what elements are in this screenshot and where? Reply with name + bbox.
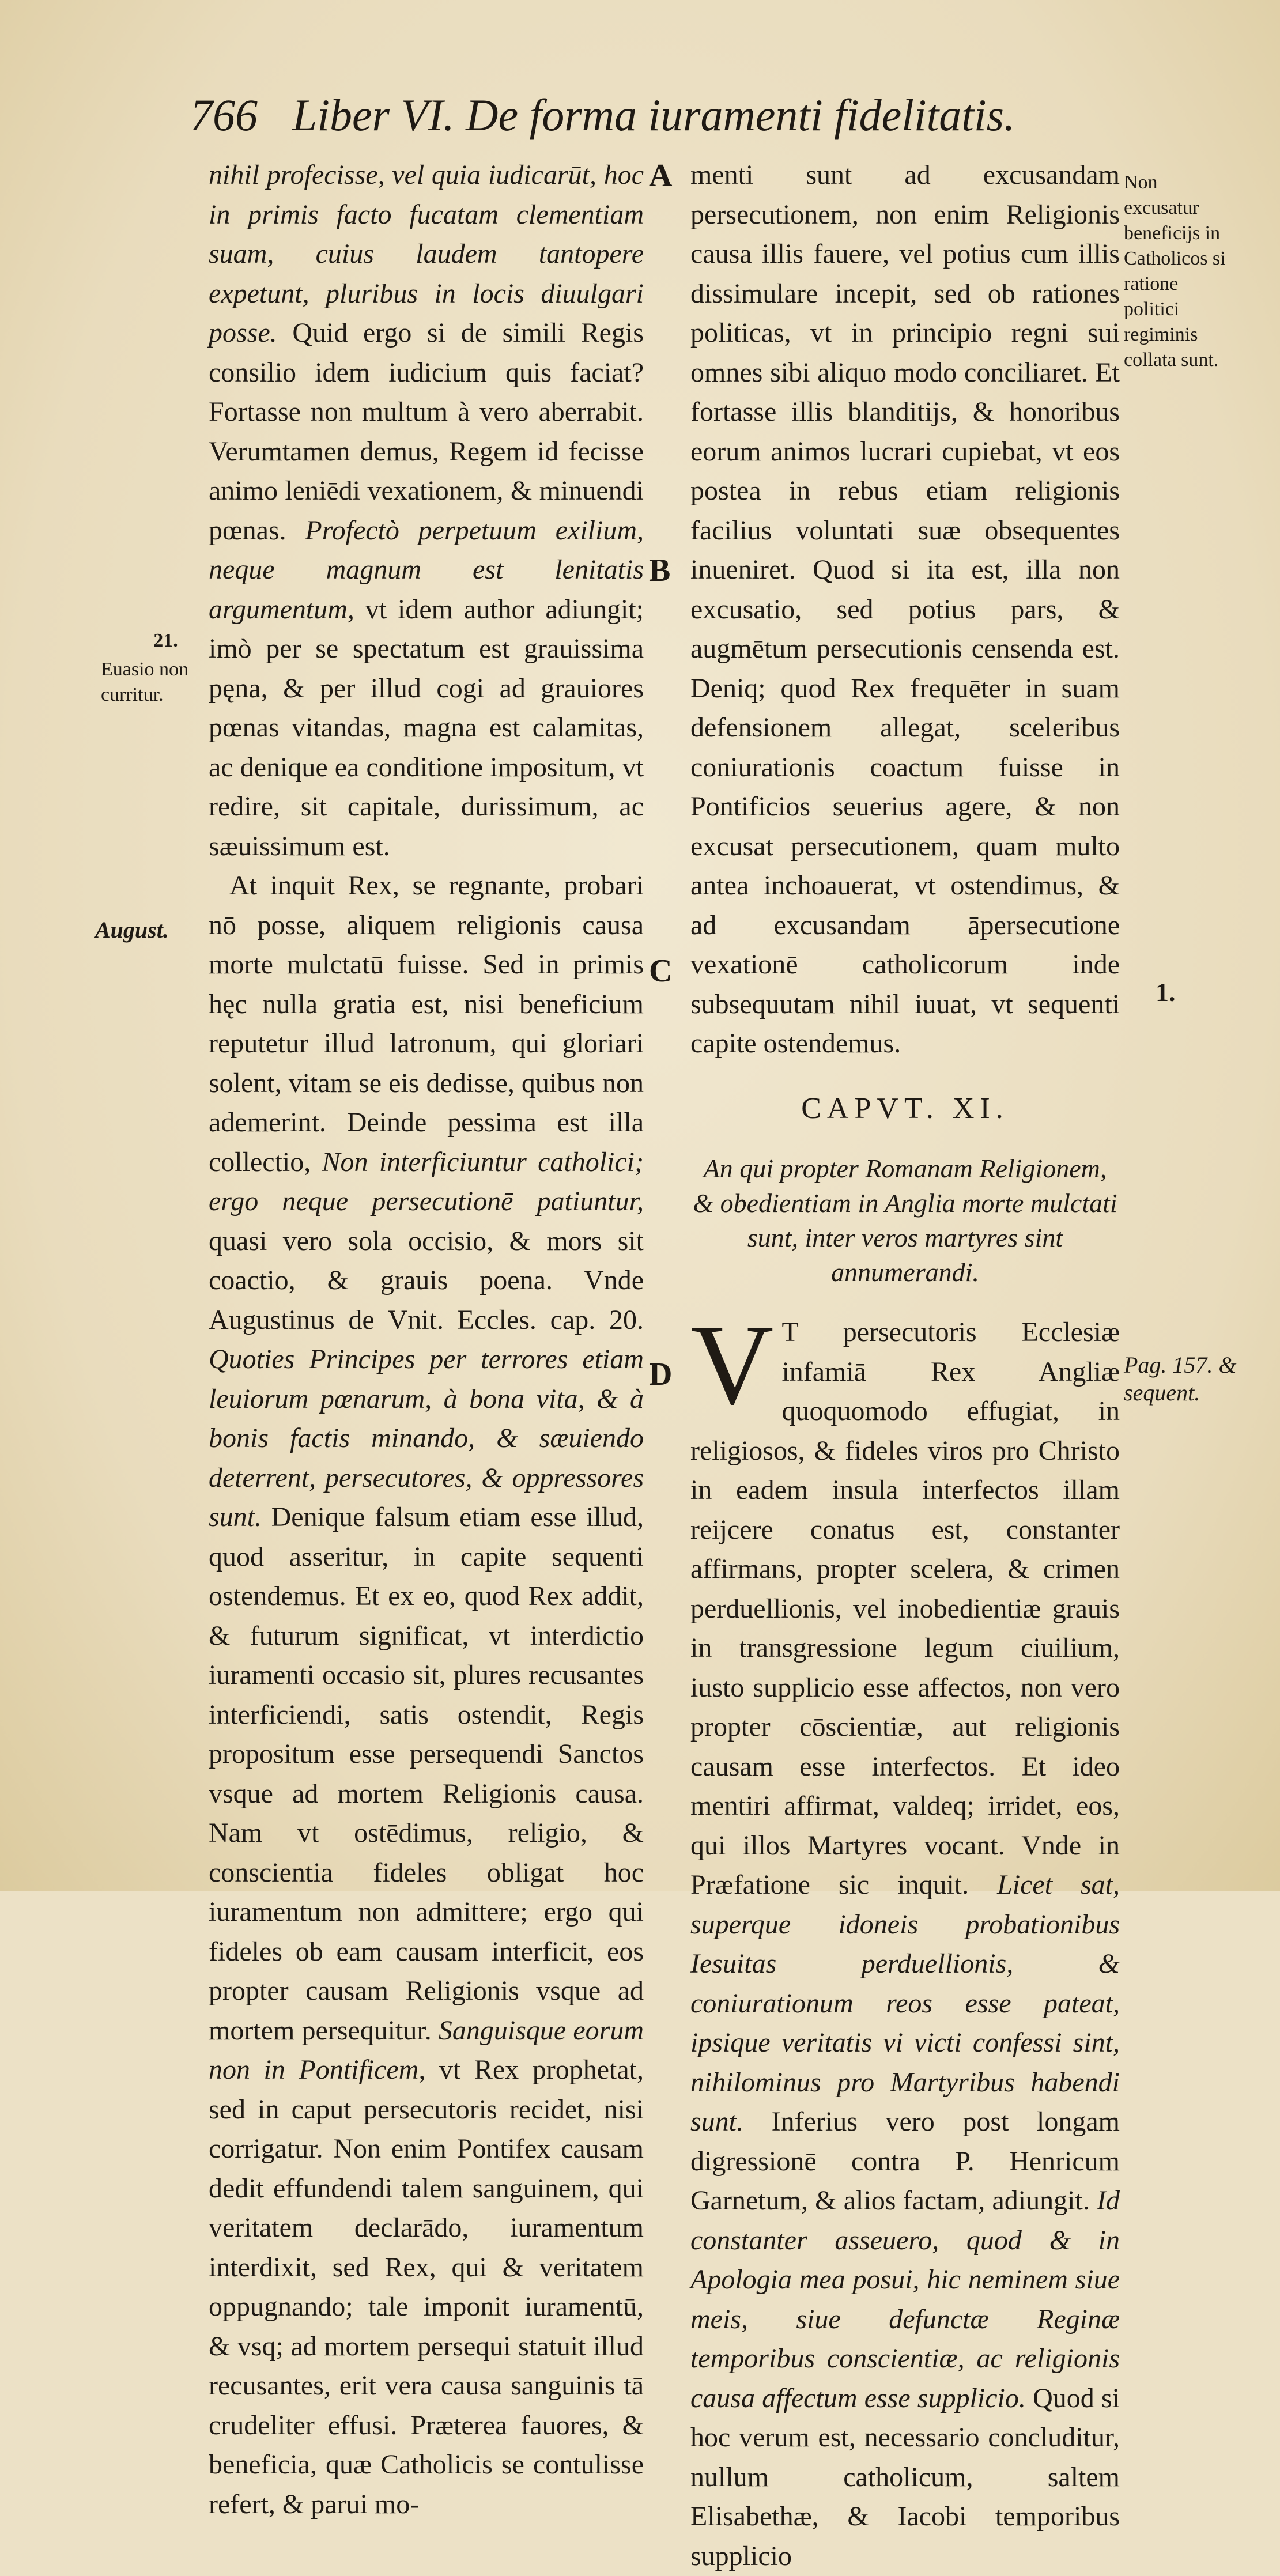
italic-quote: Licet sat, superque idoneis probationibus Iesuitas perduellionis, & coniurationum reos esse pateat, ipsique veritatis vi victi confessi sint, nihilominus pro Martyribus habendi sunt. (690, 1869, 1120, 2137)
running-title: Liber VI. De forma iuramenti fidelitatis. (292, 90, 1015, 140)
body-text: T persecutoris Ecclesiæ infamiā Rex Angliæ quoquomodo effugiat, in religiosos, & fideles viros pro Christo in eadem insula interfectos illam reijcere conatus est, constanter affirmans, propter scelera, & crimen perduellionis, vel inobedientiæ grauis in transgressione legum ciuilium, iusto supplicio esse affectos, non vero propter cōscientiæ, aut religionis causam esse interfectos. Et ideo mentiri affirmat, valdeq; irridet, eos, qui illos Martyres vocant. Vnde in Præfatione sic inquit. (690, 1317, 1120, 1900)
body-text: At inquit Rex, se regnante, probari nō posse, aliquem religionis causa morte mulctatū fuisse. Sed in primis hęc nulla gratia est, nisi beneficium reputetur illud latronum, qui gloriari solent, vitam se eis dedisse, quibus non ademerint. Deinde pessima est illa collectio, (209, 870, 644, 1177)
margin-number-1: 1. (1156, 977, 1176, 1007)
section-marker-b: B (649, 553, 671, 588)
italic-quote: Sanguisque eorum non in Pontificem, (209, 2015, 644, 2085)
margin-section-number: 21. (153, 630, 178, 651)
margin-note-evasion: Euasio non curritur. (101, 659, 189, 705)
italic-quote: Profectò perpetuum exilium, neque magnum est lenitatis argumentum, (209, 515, 644, 625)
section-marker-c: C (649, 953, 673, 989)
body-text: Denique falsum etiam esse illud, quod asseritur, in capite sequenti ostendemus. Et ex eo, quod Rex addit, & futurum significat, vt interdictio iuramenti occasio sit, plures recusantes interficiendi, satis ostendit, Regis propositum esse persequendi Sanctos vsque ad mortem Religionis causa. Nam vt ostēdimus, religio, & conscientia fideles obligat hoc iuramentum non admittere; ergo qui fideles ob eam causam interficit, eos propter causam Religionis vsque ad mortem persequitur. (209, 1502, 644, 2046)
right-paragraph-1: menti sunt ad excusandam persecutionem, non enim Religionis causa illis fauere, vel potius cum illis dissimulare incepit, sed ob rationes politicas, vt in principio regni sui omnes sibi aliquo modo conciliaret. Et fortasse illis blanditijs, & honoribus eorum animos lucrari cupiebat, vt eos postea in rebus etiam religionis facilius voluntati suæ obsequentes inueniret. Quod si ita est, illa non excusatio, sed potius pars, & augmētum persecutionis censenda est. Deniq; quod Rex frequēter in suam defensionem allegat, sceleribus coniurationis coactum fuisse in Pontificios seuerius agere, & non excusat persecutionem, quam multo antea inchoauerat, vt ostendimus, & ad excusandam āpersecutione vexationē catholicorum inde subsequutam nihil iuuat, vt sequenti capite ostendemus. (690, 160, 1120, 1059)
body-text: Inferius vero post longam digressionē contra P. Henricum Garnetum, & alios factam, adiungit. (690, 2106, 1120, 2216)
section-marker-d: D (649, 1357, 673, 1392)
left-paragraph-1 (209, 156, 644, 866)
italic-quote: Quoties Principes per terrores etiam leuiorum pœnarum, à bona vita, & à bonis factis minando, & sæuiendo deterrent, persecutores, & oppressores sunt. (209, 1344, 644, 1532)
chapter-title: CAPVT. XI. (801, 1091, 1009, 1125)
section-marker-a: A (649, 158, 673, 194)
margin-note-non-excusa: Non excusatur beneficijs in Catholicos si ratione politici regiminis collata sunt. (1124, 172, 1226, 371)
body-text: Quod si hoc verum est, necessario concluditur, nullum catholicum, saltem Elisabethæ, & Iacobi temporibus supplicio (690, 2382, 1120, 2571)
left-column (209, 156, 644, 2524)
body-text: Quid ergo si de simili Regis consilio idem iudicium quis faciat? Fortasse non multum à vero aberrabit. Verumtamen demus, Regem id fecisse animo leniēdi vexationem, & minuendi pœnas. (209, 318, 644, 546)
margin-note-august: August. (95, 917, 169, 943)
right-paragraph-2 (690, 1301, 1120, 2576)
italic-quote: Id constanter asseuero, quod & in Apologia mea posui, hic neminem siue meis, siue defunctæ Reginæ temporibus conscientiæ, ac religionis causa affectum esse supplicio. (690, 2185, 1120, 2413)
body-text: vt Rex prophetat, sed in caput persecutoris recidet, nisi corrigatur. Non enim Pontifex causam dedit effundendi talem sanguinem, qui veritatem declarādo, iuramentum interdixit, sed Rex, qui & veritatem oppugnando; tale imponit iuramentū, & vsq; ad mortem persequi statuit illud recusantes, erit vera causa sanguinis tā crudeliter effusi. Præterea fauores, & beneficia, quæ Catholicis se contulisse refert, & parui mo- (209, 2054, 644, 2520)
right-column (690, 156, 1120, 2576)
italic-quote: nihil profecisse, vel quia iudicarūt, hoc in primis facto fucatam clementiam suam, cuius laudem tantopere expetunt, pluribus in locis diuulgari posse. (209, 160, 644, 348)
body-text: vt idem author adiungit; imò per se spectatum est grauissima pęna, & per illud cogi ad grauiores pœnas vitandas, magna est calamitas, ac denique ea conditione impositum, vt redire, sit capitale, durissimum, ac sæuissimum est. (209, 594, 644, 862)
body-text: quasi vero sola occisio, & mors sit coactio, & grauis poena. Vnde Augustinus de Vnit. Eccles. cap. 20. (209, 1225, 644, 1335)
drop-cap: V (690, 1301, 774, 1429)
running-header (190, 86, 1015, 144)
margin-note-page-ref: Pag. 157. & sequent. (1124, 1352, 1237, 1406)
italic-quote: Non interficiuntur catholici; ergo neque persecutionē patiuntur, (209, 1146, 644, 1217)
chapter-subtitle: An qui propter Romanam Religionem, & obedientiam in Anglia morte mulctati sunt, inter veros martyres sint annumerandi. (693, 1154, 1117, 1287)
page-number: 766 (190, 90, 258, 140)
left-paragraph-2 (209, 866, 644, 2524)
